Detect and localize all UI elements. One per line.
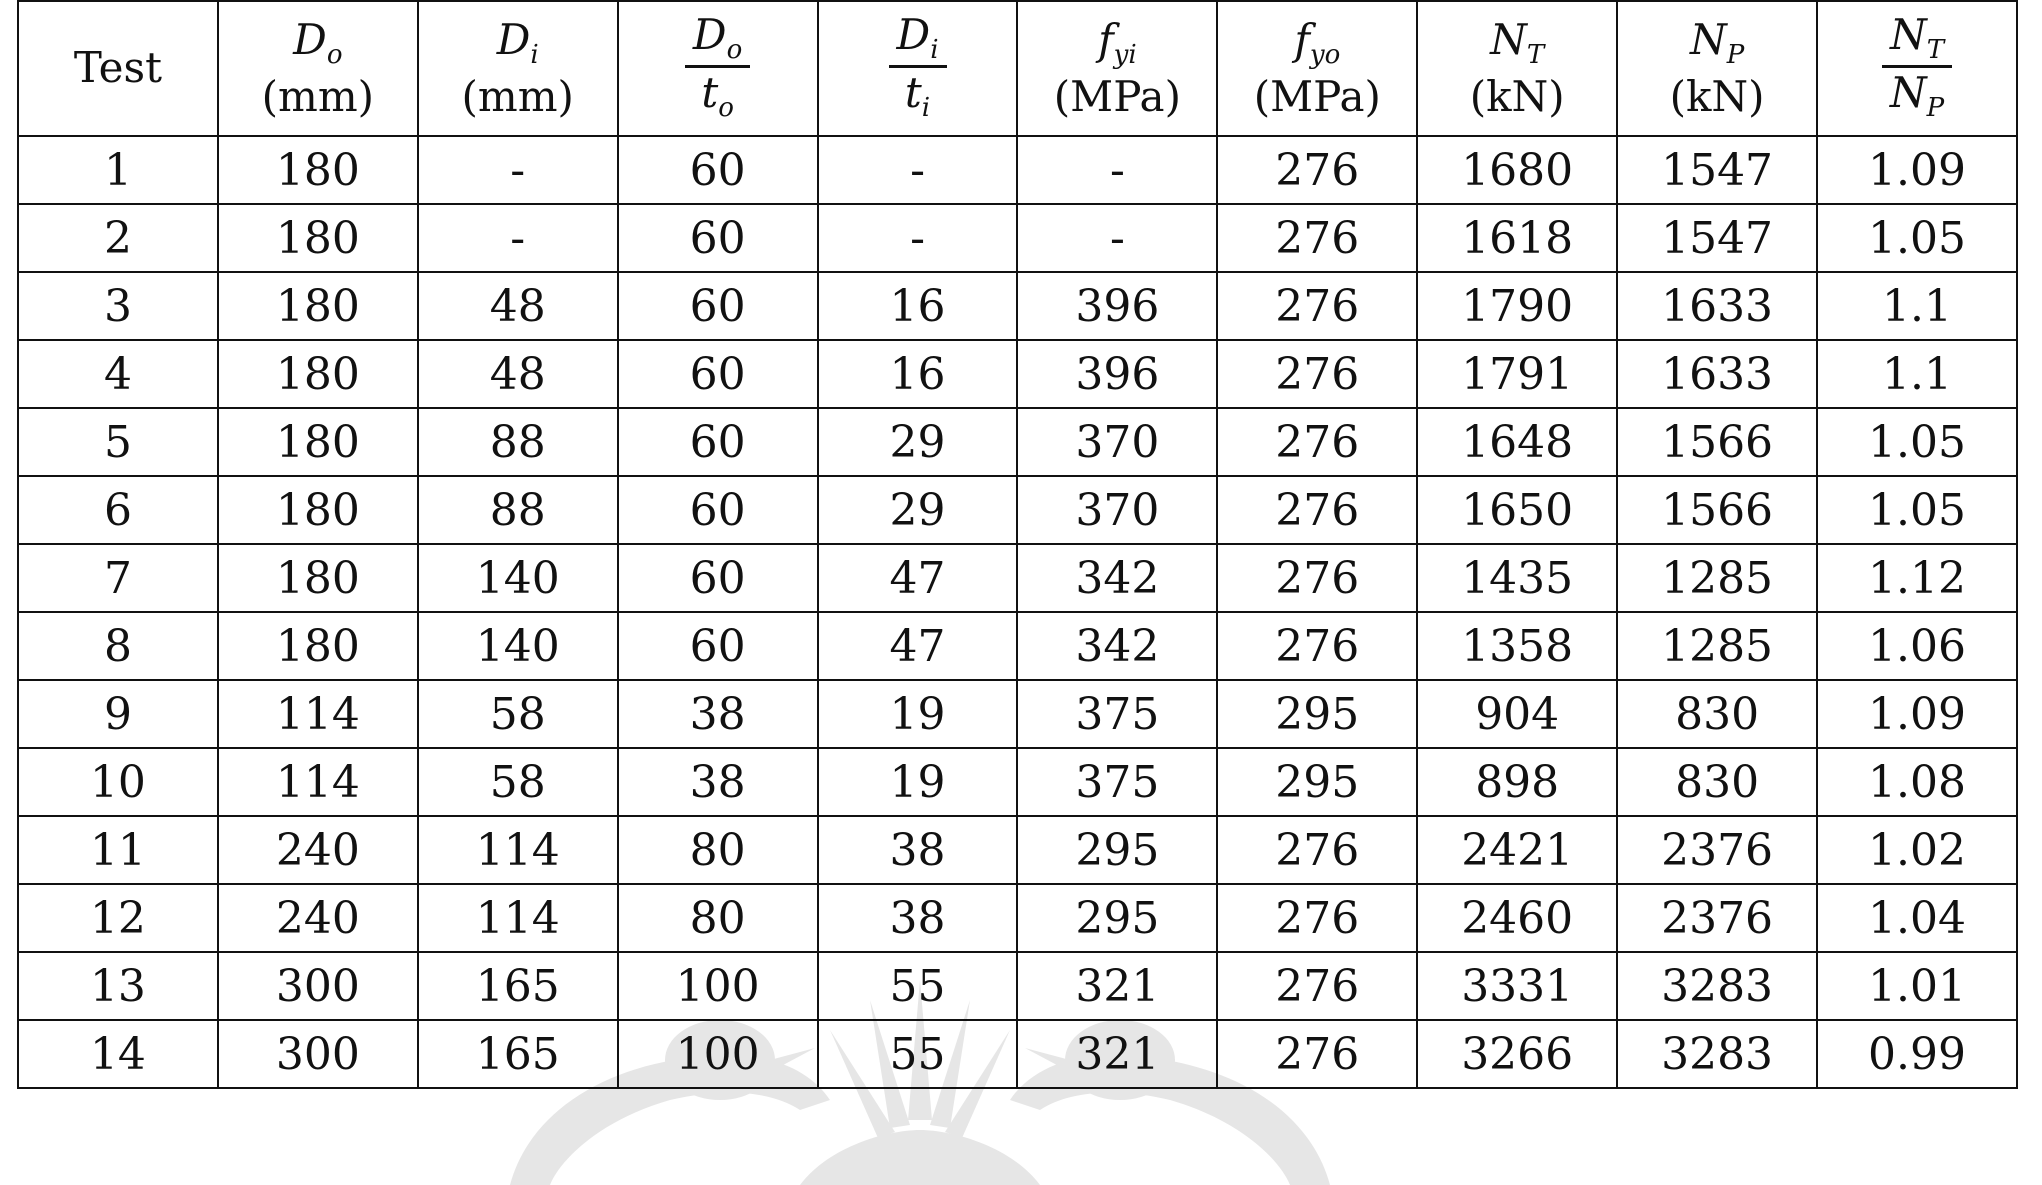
table-cell-do_to: 60 — [618, 340, 818, 408]
table-cell-fyo: 276 — [1217, 272, 1417, 340]
table-row — [18, 136, 2017, 204]
table-row — [18, 816, 2017, 884]
table-cell-di: 58 — [418, 680, 618, 748]
table-cell-fyi: 342 — [1017, 612, 1217, 680]
column-header-nt_np — [1817, 1, 2017, 136]
fraction-numerator — [685, 12, 750, 68]
table-cell-fyi: - — [1017, 204, 1217, 272]
table-row — [18, 952, 2017, 1020]
table-cell-do: 180 — [218, 204, 418, 272]
numerator-subscript: o — [726, 35, 743, 66]
table-cell-do: 114 — [218, 680, 418, 748]
table-cell-np: 1547 — [1617, 136, 1817, 204]
symbol — [1470, 14, 1565, 72]
denominator-symbol: t — [904, 68, 922, 118]
table-cell-nt_np: 1.05 — [1817, 204, 2017, 272]
table-cell-fyi: 375 — [1017, 748, 1217, 816]
symbol — [462, 14, 574, 72]
table-cell-np: 3283 — [1617, 1020, 1817, 1088]
table-cell-di: 140 — [418, 544, 618, 612]
symbol-with-unit — [262, 14, 374, 122]
table-cell-nt: 1680 — [1417, 136, 1617, 204]
table-row — [18, 340, 2017, 408]
table-cell-di: 58 — [418, 748, 618, 816]
symbol-subscript: P — [1726, 40, 1745, 71]
symbol-with-unit — [1470, 14, 1565, 122]
table-cell-fyo: 276 — [1217, 340, 1417, 408]
table-cell-fyi: 321 — [1017, 952, 1217, 1020]
table-cell-do: 180 — [218, 136, 418, 204]
table-cell-di_ti: 55 — [818, 1020, 1018, 1088]
unit-label: (MPa) — [1053, 72, 1181, 122]
fraction-denominator — [889, 68, 947, 124]
symbol-with-unit — [462, 14, 574, 122]
header-row — [18, 1, 2017, 136]
numerator-symbol: N — [1889, 10, 1927, 60]
table-cell-np: 1285 — [1617, 544, 1817, 612]
table-cell-np: 830 — [1617, 748, 1817, 816]
table-cell-di: 140 — [418, 612, 618, 680]
symbol — [262, 14, 374, 72]
table-cell-np: 830 — [1617, 680, 1817, 748]
symbol-letter: f — [1294, 15, 1310, 65]
table-cell-do_to: 60 — [618, 476, 818, 544]
table-row — [18, 884, 2017, 952]
table-cell-nt: 1435 — [1417, 544, 1617, 612]
table-cell-do_to: 100 — [618, 1020, 818, 1088]
symbol-subscript: o — [326, 40, 343, 71]
table-cell-nt_np: 1.04 — [1817, 884, 2017, 952]
table-cell-do_to: 38 — [618, 680, 818, 748]
denominator-subscript: i — [921, 93, 931, 124]
table-cell-test: 12 — [18, 884, 218, 952]
table-cell-do: 180 — [218, 272, 418, 340]
table-cell-np: 3283 — [1617, 952, 1817, 1020]
table-cell-nt: 1618 — [1417, 204, 1617, 272]
table-cell-do: 114 — [218, 748, 418, 816]
denominator-subscript: o — [718, 93, 734, 124]
table-cell-do: 180 — [218, 340, 418, 408]
fraction — [685, 12, 750, 124]
table-cell-fyi: 321 — [1017, 1020, 1217, 1088]
table-cell-nt_np: 1.02 — [1817, 816, 2017, 884]
table-cell-nt_np: 1.1 — [1817, 272, 2017, 340]
table-row — [18, 748, 2017, 816]
numerator-symbol: D — [896, 10, 931, 60]
table-cell-test: 6 — [18, 476, 218, 544]
table-cell-fyo: 276 — [1217, 408, 1417, 476]
symbol-subscript: yo — [1309, 40, 1341, 71]
table-row — [18, 612, 2017, 680]
table-cell-di_ti: 55 — [818, 952, 1018, 1020]
table-cell-fyo: 276 — [1217, 544, 1417, 612]
table-cell-fyi: 375 — [1017, 680, 1217, 748]
table-cell-fyo: 276 — [1217, 1020, 1417, 1088]
table-row — [18, 544, 2017, 612]
fraction-numerator — [1882, 12, 1952, 68]
symbol-letter: N — [1689, 15, 1727, 65]
table-cell-di_ti: 19 — [818, 748, 1018, 816]
table-cell-np: 1633 — [1617, 340, 1817, 408]
table-cell-nt: 2460 — [1417, 884, 1617, 952]
unit-label: (kN) — [1669, 72, 1765, 122]
table-cell-fyi: 295 — [1017, 816, 1217, 884]
table-cell-test: 10 — [18, 748, 218, 816]
denominator-symbol: N — [1889, 68, 1927, 118]
numerator-subscript: T — [1926, 35, 1945, 66]
symbol-letter: D — [293, 15, 327, 65]
table-cell-nt_np: 1.06 — [1817, 612, 2017, 680]
table-cell-di: 88 — [418, 408, 618, 476]
table-cell-fyo: 276 — [1217, 136, 1417, 204]
symbol-letter: f — [1098, 15, 1114, 65]
table-cell-fyi: 342 — [1017, 544, 1217, 612]
fraction — [1882, 12, 1952, 124]
table-cell-di_ti: 16 — [818, 272, 1018, 340]
table-header — [18, 1, 2017, 136]
table-cell-di_ti: 19 — [818, 680, 1018, 748]
table-cell-fyo: 276 — [1217, 952, 1417, 1020]
fraction-denominator — [685, 68, 750, 124]
table-cell-np: 1285 — [1617, 612, 1817, 680]
table-cell-do: 300 — [218, 952, 418, 1020]
table-row — [18, 408, 2017, 476]
table-cell-np: 1566 — [1617, 408, 1817, 476]
table-cell-test: 8 — [18, 612, 218, 680]
table-cell-di: - — [418, 204, 618, 272]
table-row — [18, 476, 2017, 544]
table-cell-nt: 1358 — [1417, 612, 1617, 680]
unit-label: (mm) — [461, 72, 574, 122]
table-cell-di_ti: - — [818, 204, 1018, 272]
fraction-denominator — [1882, 68, 1952, 124]
table-cell-fyo: 295 — [1217, 748, 1417, 816]
table-cell-fyi: - — [1017, 136, 1217, 204]
table-cell-np: 1633 — [1617, 272, 1817, 340]
table-cell-di_ti: 47 — [818, 544, 1018, 612]
table-cell-do_to: 60 — [618, 136, 818, 204]
table-row — [18, 1020, 2017, 1088]
table-cell-test: 11 — [18, 816, 218, 884]
symbol-with-unit — [1670, 14, 1765, 122]
table-cell-fyi: 295 — [1017, 884, 1217, 952]
column-header-fyi — [1017, 1, 1217, 136]
table-row — [18, 272, 2017, 340]
symbol-subscript: T — [1526, 40, 1545, 71]
table-cell-do_to: 100 — [618, 952, 818, 1020]
table-cell-test: 4 — [18, 340, 218, 408]
table-cell-di_ti: - — [818, 136, 1018, 204]
table-cell-di_ti: 47 — [818, 612, 1018, 680]
column-header-do — [218, 1, 418, 136]
table-cell-di: 114 — [418, 816, 618, 884]
symbol-subscript: i — [530, 40, 539, 71]
table-cell-fyo: 295 — [1217, 680, 1417, 748]
table-cell-di_ti: 38 — [818, 884, 1018, 952]
table-cell-nt: 1650 — [1417, 476, 1617, 544]
table-cell-nt_np: 1.01 — [1817, 952, 2017, 1020]
table-cell-nt: 898 — [1417, 748, 1617, 816]
table-cell-di: 48 — [418, 340, 618, 408]
table-cell-di: 48 — [418, 272, 618, 340]
table-cell-nt_np: 1.1 — [1817, 340, 2017, 408]
table-cell-do_to: 60 — [618, 612, 818, 680]
table-cell-do_to: 60 — [618, 272, 818, 340]
symbol-letter: D — [496, 15, 531, 65]
table-body — [18, 136, 2017, 1088]
table-cell-np: 1547 — [1617, 204, 1817, 272]
table-cell-di: 165 — [418, 952, 618, 1020]
table-cell-np: 1566 — [1617, 476, 1817, 544]
table-cell-fyo: 276 — [1217, 204, 1417, 272]
table-cell-test: 1 — [18, 136, 218, 204]
table-cell-di: 165 — [418, 1020, 618, 1088]
table-cell-do_to: 38 — [618, 748, 818, 816]
table-cell-di: - — [418, 136, 618, 204]
table-cell-do: 180 — [218, 408, 418, 476]
table-cell-nt: 904 — [1417, 680, 1617, 748]
column-header-di — [418, 1, 618, 136]
table-cell-nt_np: 1.09 — [1817, 680, 2017, 748]
unit-label: (kN) — [1469, 72, 1565, 122]
numerator-subscript: i — [930, 35, 939, 66]
table-cell-test: 3 — [18, 272, 218, 340]
table-cell-nt_np: 1.09 — [1817, 136, 2017, 204]
results-table — [17, 0, 2018, 1089]
table-cell-di: 88 — [418, 476, 618, 544]
symbol-with-unit — [1254, 14, 1381, 122]
table-cell-fyi: 396 — [1017, 272, 1217, 340]
table-cell-nt_np: 1.12 — [1817, 544, 2017, 612]
table-cell-do: 240 — [218, 884, 418, 952]
table-row — [18, 204, 2017, 272]
table-cell-di_ti: 29 — [818, 408, 1018, 476]
table-cell-nt: 2421 — [1417, 816, 1617, 884]
table-cell-fyo: 276 — [1217, 612, 1417, 680]
denominator-symbol: t — [701, 68, 719, 118]
table-cell-do: 300 — [218, 1020, 418, 1088]
table-cell-nt_np: 0.99 — [1817, 1020, 2017, 1088]
column-header-do_to — [618, 1, 818, 136]
table-cell-do_to: 60 — [618, 408, 818, 476]
table-cell-do_to: 80 — [618, 816, 818, 884]
denominator-subscript: P — [1926, 93, 1945, 124]
table-cell-fyi: 396 — [1017, 340, 1217, 408]
table-cell-do: 240 — [218, 816, 418, 884]
unit-label: (mm) — [261, 72, 375, 122]
table-cell-fyi: 370 — [1017, 408, 1217, 476]
table-cell-di_ti: 16 — [818, 340, 1018, 408]
table-cell-di_ti: 29 — [818, 476, 1018, 544]
symbol-letter: N — [1490, 15, 1527, 65]
symbol — [1254, 14, 1381, 72]
column-header-np — [1617, 1, 1817, 136]
table-cell-nt: 1791 — [1417, 340, 1617, 408]
symbol-with-unit — [1054, 14, 1181, 122]
table-cell-do_to: 80 — [618, 884, 818, 952]
column-header-test — [18, 1, 218, 136]
fraction — [889, 12, 947, 124]
table-cell-di: 114 — [418, 884, 618, 952]
column-header-di_ti — [818, 1, 1018, 136]
table-cell-nt_np: 1.05 — [1817, 408, 2017, 476]
table-cell-do_to: 60 — [618, 204, 818, 272]
table-cell-fyo: 276 — [1217, 816, 1417, 884]
table-cell-fyo: 276 — [1217, 476, 1417, 544]
table-cell-test: 5 — [18, 408, 218, 476]
table-cell-np: 2376 — [1617, 884, 1817, 952]
column-header-label: Test — [73, 43, 162, 93]
table-cell-nt_np: 1.08 — [1817, 748, 2017, 816]
table-cell-nt: 1648 — [1417, 408, 1617, 476]
table-cell-di_ti: 38 — [818, 816, 1018, 884]
table-row — [18, 680, 2017, 748]
table-cell-test: 2 — [18, 204, 218, 272]
table-cell-test: 9 — [18, 680, 218, 748]
table-cell-do_to: 60 — [618, 544, 818, 612]
table-cell-nt: 3331 — [1417, 952, 1617, 1020]
table-cell-do: 180 — [218, 612, 418, 680]
symbol — [1054, 14, 1181, 72]
symbol — [1670, 14, 1765, 72]
fraction-numerator — [889, 12, 947, 68]
unit-label: (MPa) — [1253, 72, 1381, 122]
table-cell-do: 180 — [218, 476, 418, 544]
table-cell-test: 7 — [18, 544, 218, 612]
table-cell-nt: 3266 — [1417, 1020, 1617, 1088]
symbol-subscript: yi — [1113, 40, 1137, 71]
numerator-symbol: D — [692, 10, 727, 60]
table-cell-do: 180 — [218, 544, 418, 612]
table-cell-fyo: 276 — [1217, 884, 1417, 952]
table-cell-np: 2376 — [1617, 816, 1817, 884]
table-cell-test: 14 — [18, 1020, 218, 1088]
table-cell-test: 13 — [18, 952, 218, 1020]
table-cell-nt: 1790 — [1417, 272, 1617, 340]
table-cell-fyi: 370 — [1017, 476, 1217, 544]
column-header-fyo — [1217, 1, 1417, 136]
table-cell-nt_np: 1.05 — [1817, 476, 2017, 544]
column-header-nt — [1417, 1, 1617, 136]
